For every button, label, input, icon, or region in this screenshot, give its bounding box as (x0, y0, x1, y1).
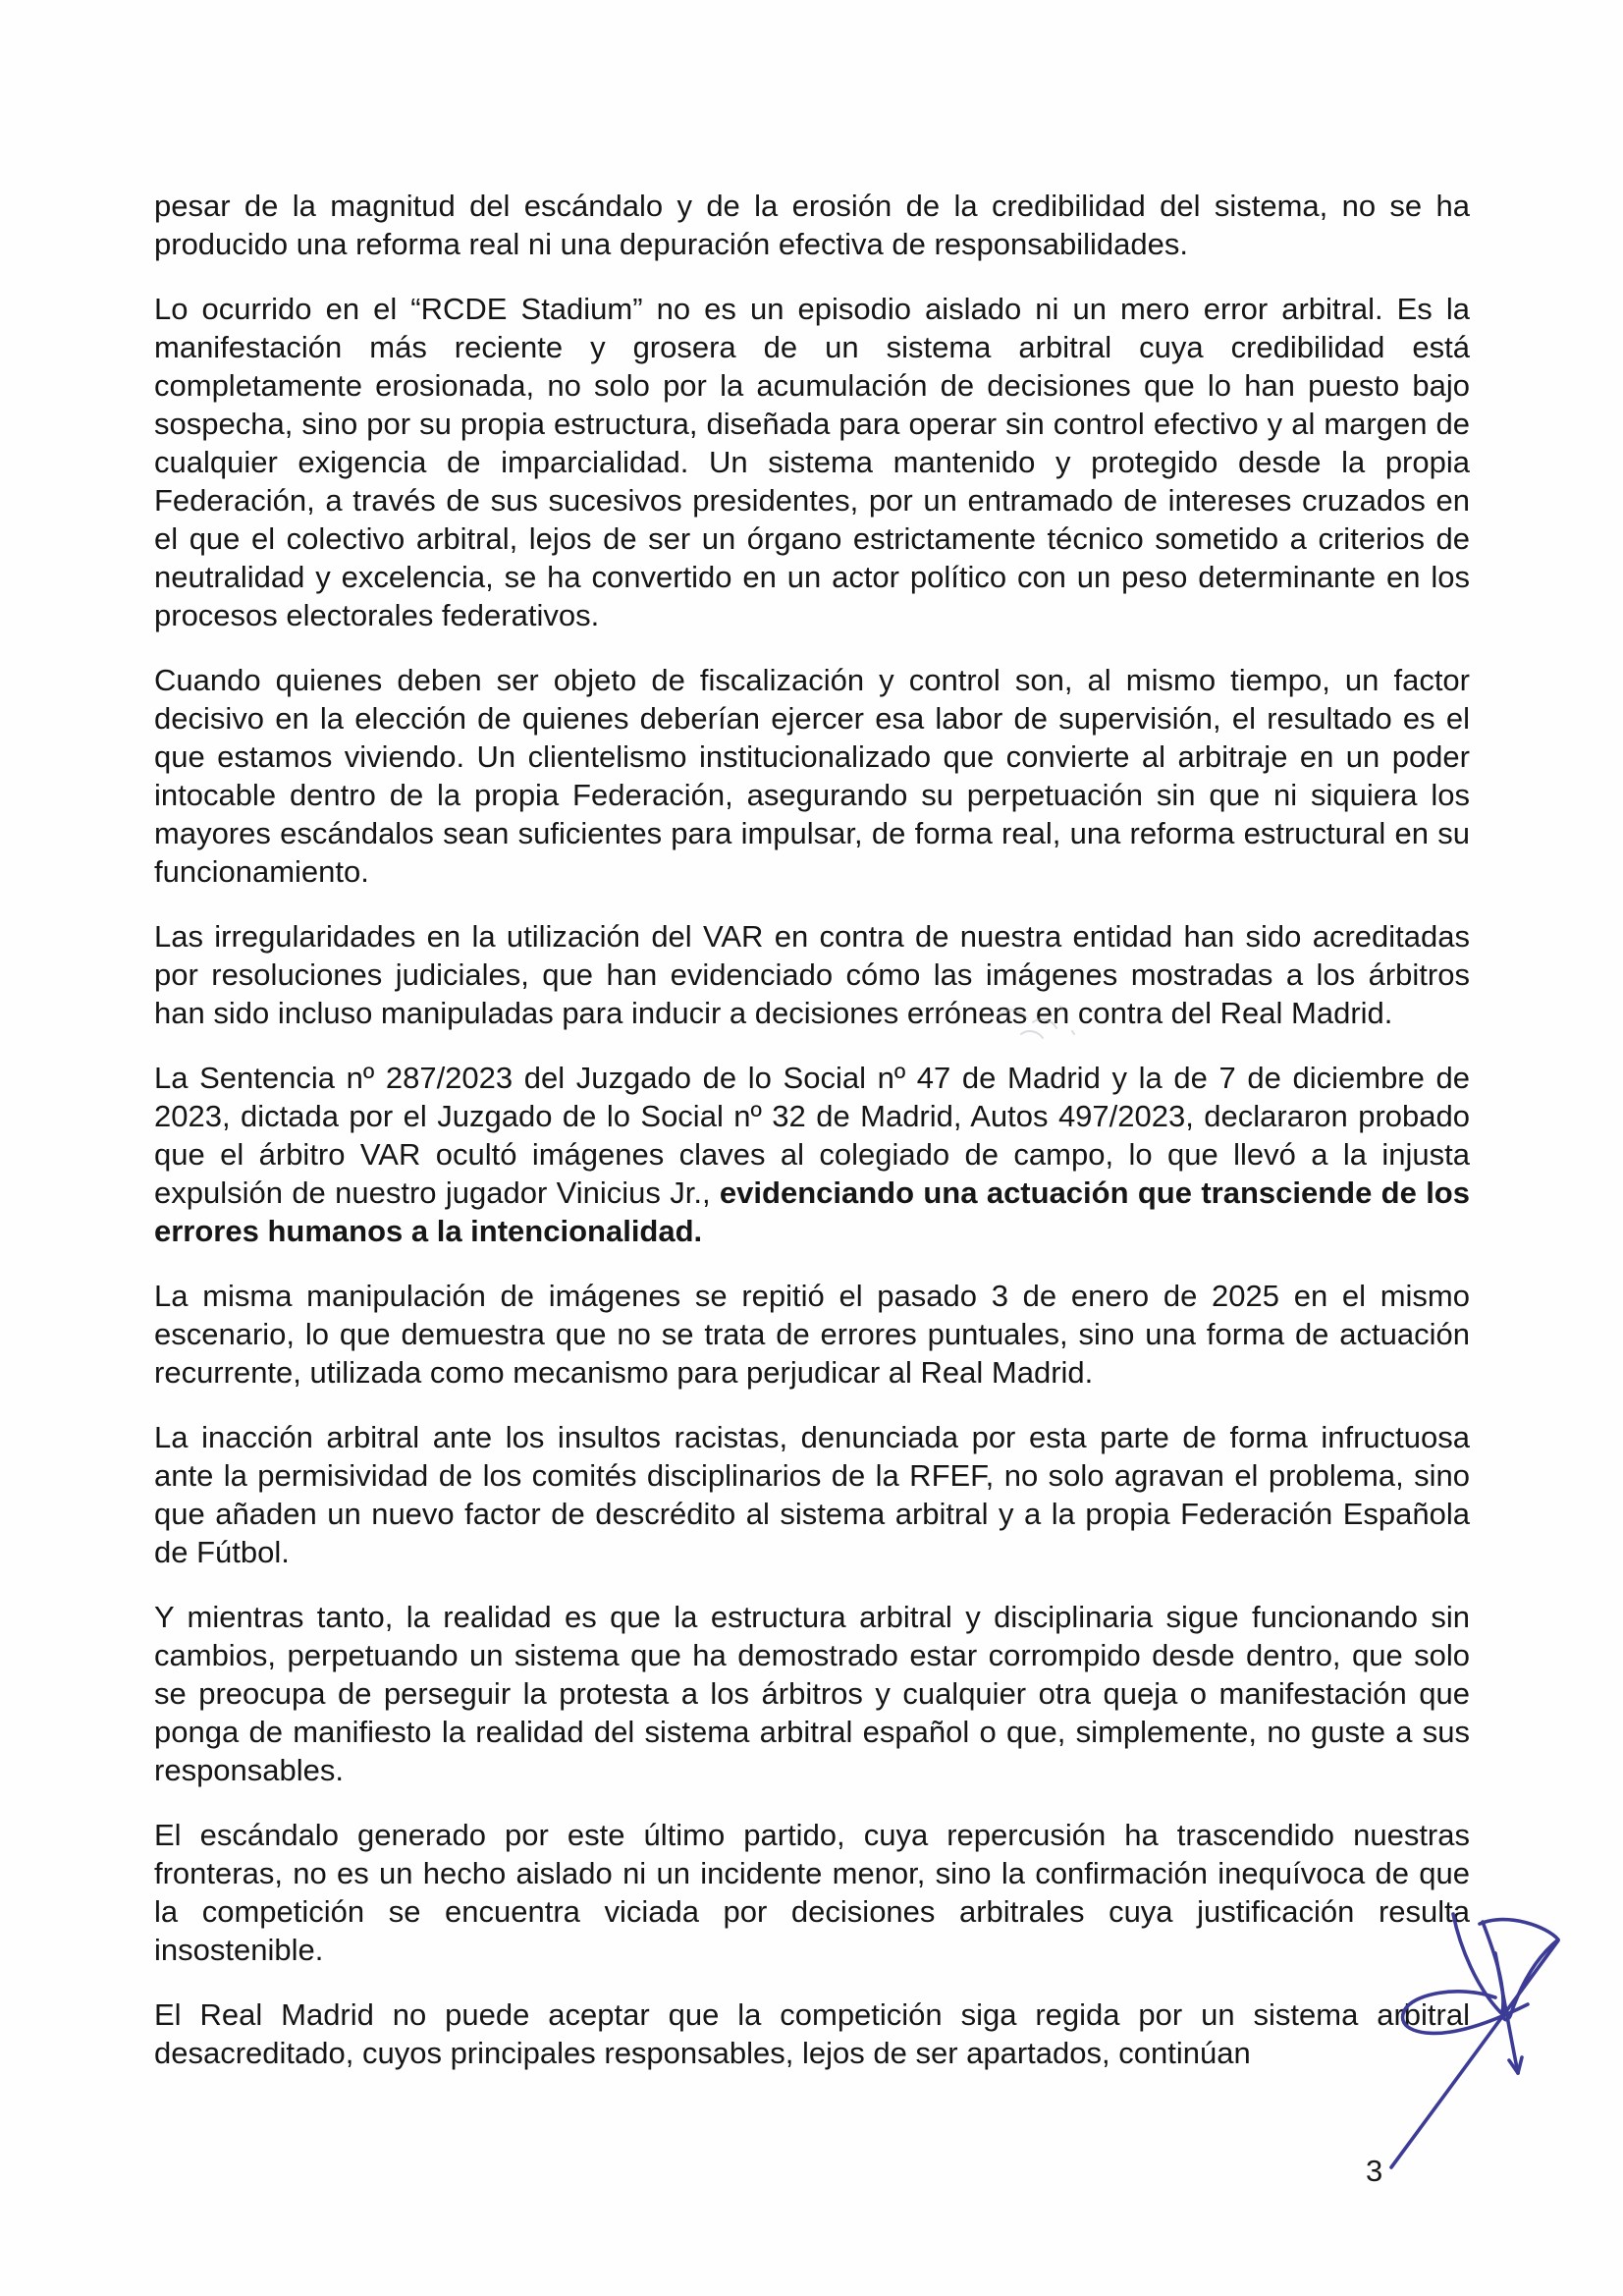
document-body (154, 187, 1470, 2099)
paragraph (154, 917, 1470, 1032)
paragraph (154, 290, 1470, 634)
paragraph (154, 1277, 1470, 1392)
paragraph-text: El Real Madrid no puede aceptar que la competición siga regida por un sistema arbitral desacreditado, cuyos principales responsables, lejos de ser apartados, continúan (154, 1997, 1470, 2070)
paragraph (154, 1816, 1470, 1969)
paragraph-text-bold: evidenciando una actuación que transciende de los errores humanos a la intencionalidad. (154, 1175, 1470, 1248)
paragraph (154, 661, 1470, 891)
page-number: 3 (1366, 2154, 1383, 2188)
paragraph-text: El escándalo generado por este último partido, cuya repercusión ha trascendido nuestras fronteras, no es un hecho aislado ni un incidente menor, sino la confirmación inequívoca de que la competición se encuentra viciada por decisiones arbitrales cuya justificación resulta insostenible. (154, 1818, 1470, 1967)
paragraph (154, 1059, 1470, 1250)
paragraph (154, 1598, 1470, 1789)
signature-mark (1335, 1900, 1591, 2195)
paragraph-text: Las irregularidades en la utilización del VAR en contra de nuestra entidad han sido acreditadas por resoluciones judiciales, que han evidenciado cómo las imágenes mostradas a los árbitros han sido incluso manipuladas para inducir a decisiones erróneas en contra del Real Madrid. (154, 919, 1470, 1030)
paragraph-text: La Sentencia nº 287/2023 del Juzgado de lo Social nº 47 de Madrid y la de 7 de diciembre de 2023, dictada por el Juzgado de lo Social nº 32 de Madrid, Autos 497/2023, declararon probado que el árbitro VAR ocultó imágenes claves al colegiado de campo, lo que llevó a la injusta expulsión de nuestro jugador Vinicius Jr., (154, 1061, 1470, 1210)
paragraph (154, 1418, 1470, 1571)
paragraph (154, 187, 1470, 263)
paragraph (154, 1995, 1470, 2072)
pencil-smudge (982, 977, 1100, 1066)
paragraph-text: La misma manipulación de imágenes se repitió el pasado 3 de enero de 2025 en el mismo escenario, lo que demuestra que no se trata de errores puntuales, sino una forma de actuación recurrente, utilizada como mecanismo para perjudicar al Real Madrid. (154, 1279, 1470, 1390)
paragraph-text: Cuando quienes deben ser objeto de fiscalización y control son, al mismo tiempo, un factor decisivo en la elección de quienes deberían ejercer esa labor de supervisión, el resultado es el que estamos viviendo. Un clientelismo institucionalizado que convierte al arbitraje en un poder intocable dentro de la propia Federación, asegurando su perpetuación sin que ni siquiera los mayores escándalos sean suficientes para impulsar, de forma real, una reforma estructural en su funcionamiento. (154, 663, 1470, 889)
paragraph-text: La inacción arbitral ante los insultos racistas, denunciada por esta parte de forma infructuosa ante la permisividad de los comités disciplinarios de la RFEF, no solo agravan el problema, sino que añaden un nuevo factor de descrédito al sistema arbitral y a la propia Federación Española de Fútbol. (154, 1420, 1470, 1569)
paragraph-text: pesar de la magnitud del escándalo y de la erosión de la credibilidad del sistema, no se ha producido una reforma real ni una depuración efectiva de responsabilidades. (154, 189, 1470, 261)
paragraph-text: Lo ocurrido en el “RCDE Stadium” no es un episodio aislado ni un mero error arbitral. Es la manifestación más reciente y grosera de un sistema arbitral cuya credibilidad está completamente erosionada, no solo por la acumulación de decisiones que lo han puesto bajo sospecha, sino por su propia estructura, diseñada para operar sin control efectivo y al margen de cualquier exigencia de imparcialidad. Un sistema mantenido y protegido desde la propia Federación, a través de sus sucesivos presidentes, por un entramado de intereses cruzados en el que el colectivo arbitral, lejos de ser un órgano estrictamente técnico sometido a criterios de neutralidad y excelencia, se ha convertido en un actor político con un peso determinante en los procesos electorales federativos. (154, 292, 1470, 632)
paragraph-text: Y mientras tanto, la realidad es que la estructura arbitral y disciplinaria sigue funcionando sin cambios, perpetuando un sistema que ha demostrado estar corrompido desde dentro, que solo se preocupa de perseguir la protesta a los árbitros y cualquier otra queja o manifestación que ponga de manifiesto la realidad del sistema arbitral español o que, simplemente, no guste a sus responsables. (154, 1600, 1470, 1787)
